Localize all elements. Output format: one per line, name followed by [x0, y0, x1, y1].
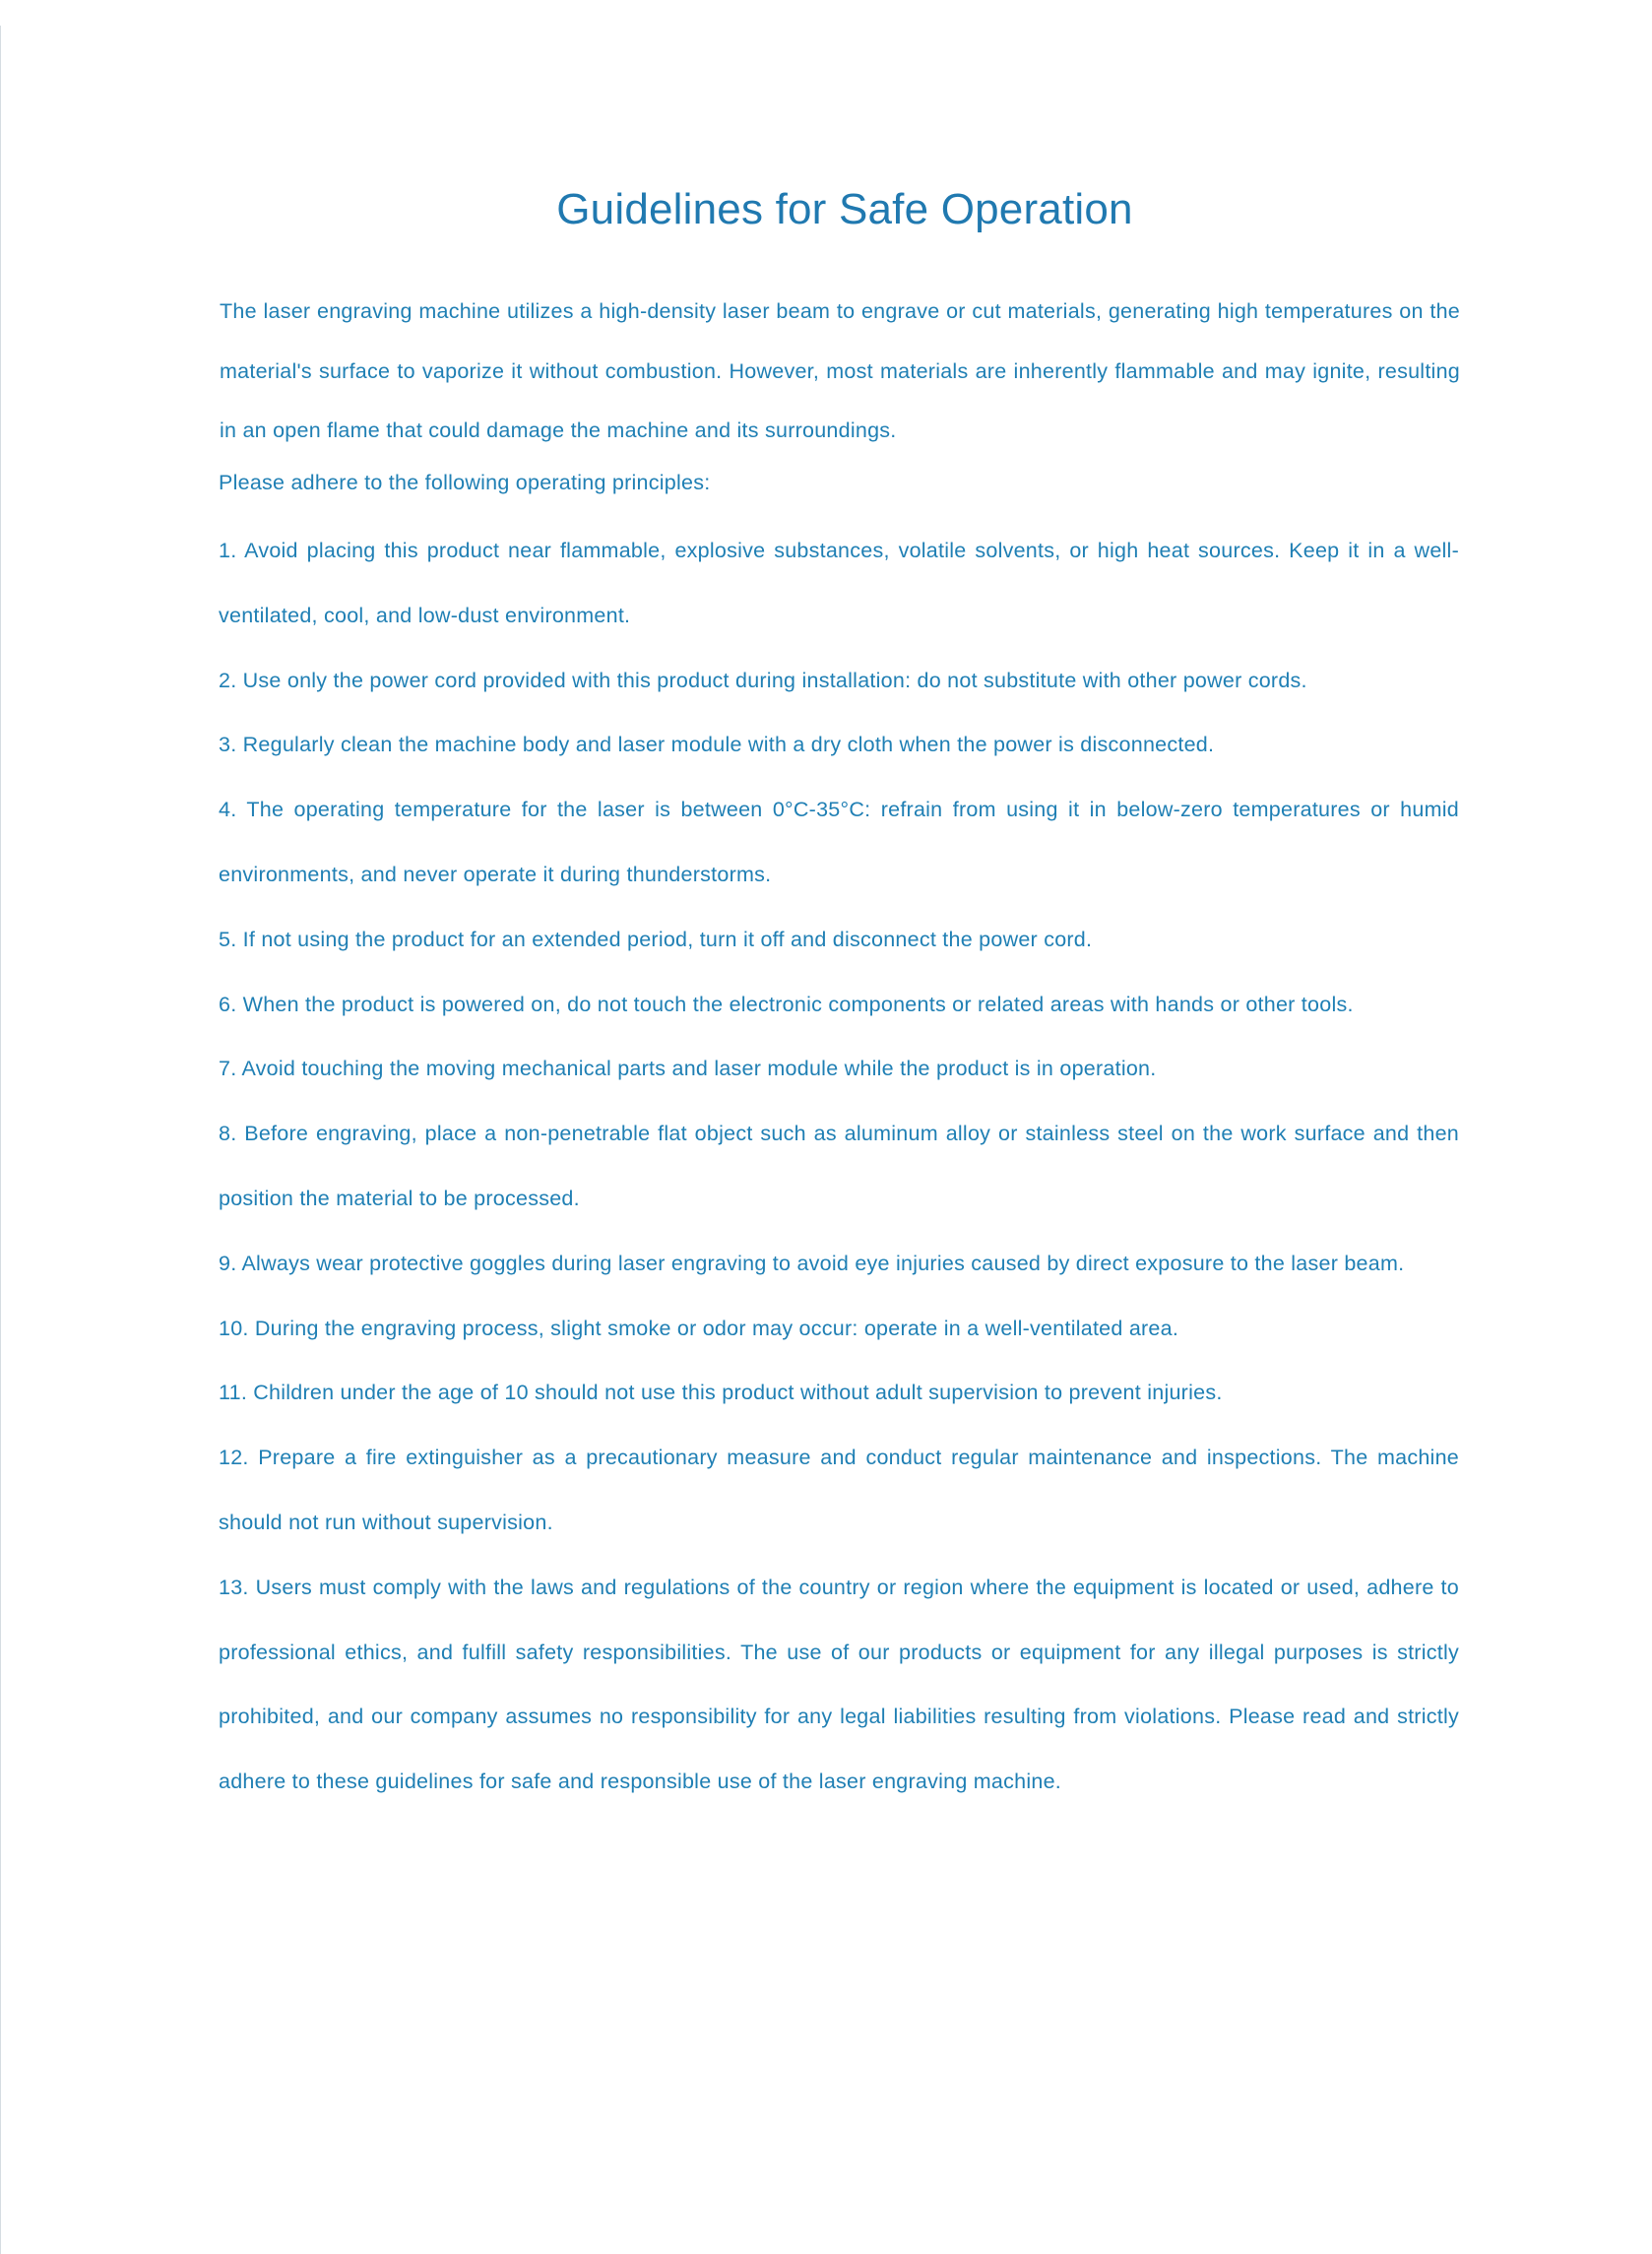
rule-item-7: 7. Avoid touching the moving mechanical parts and laser module while the product is in operation.: [219, 1057, 1157, 1081]
rule-item-8: 8. Before engraving, place a non-penetrable flat object such as aluminum alloy or stainless steel on the work surface and then position the material to be processed.: [219, 1122, 1459, 1210]
rule-item-10: 10. During the engraving process, slight smoke or odor may occur: operate in a well-ventilated area.: [219, 1316, 1179, 1340]
rule-item-13: 13. Users must comply with the laws and regulations of the country or region where the equipment is located or used, adhere to professional ethics, and fulfill safety responsibilities. The use of our products or equipment for any illegal purposes is strictly prohibited, and our company assumes no responsibility for any legal liabilities resulting from violations. Please read and strictly adhere to these guidelines for safe and responsible use of the laser engraving machine.: [219, 1575, 1459, 1794]
rule-item-1: 1. Avoid placing this product near flammable, explosive substances, volatile solvents, or high heat sources. Keep it in a well-ventilated, cool, and low-dust environment.: [219, 539, 1459, 627]
rule-item-4: 4. The operating temperature for the laser is between 0°C-35°C: refrain from using it in below-zero temperatures or humid environments, and never operate it during thunderstorms.: [219, 798, 1459, 886]
principles-heading: Please adhere to the following operating principles:: [219, 471, 711, 494]
safety-rules-list: [219, 519, 1459, 1815]
rule-item-6: 6. When the product is powered on, do not touch the electronic components or related areas with hands or other tools.: [219, 992, 1354, 1016]
rule-item-2: 2. Use only the power cord provided with this product during installation: do not substitute with other power cords.: [219, 668, 1307, 692]
rule-item-3: 3. Regularly clean the machine body and laser module with a dry cloth when the power is disconnected.: [219, 733, 1215, 757]
intro-paragraph: The laser engraving machine utilizes a high-density laser beam to engrave or cut materials, generating high temperatures on the material's surface to vaporize it without combustion. However, most materials are inherently flammable and may ignite, resulting in an open flame that could damage the machine and its surroundings.: [220, 299, 1460, 442]
rule-item-11: 11. Children under the age of 10 should not use this product without adult supervision to prevent injuries.: [219, 1381, 1223, 1405]
rule-item-9: 9. Always wear protective goggles during laser engraving to avoid eye injuries caused by direct exposure to the laser beam.: [219, 1251, 1405, 1275]
document-title: Guidelines for Safe Operation: [556, 185, 1133, 233]
rule-item-5: 5. If not using the product for an extended period, turn it off and disconnect the power cord.: [219, 927, 1093, 951]
rule-item-12: 12. Prepare a fire extinguisher as a precautionary measure and conduct regular maintenance and inspections. The machine should not run without supervision.: [219, 1446, 1459, 1534]
